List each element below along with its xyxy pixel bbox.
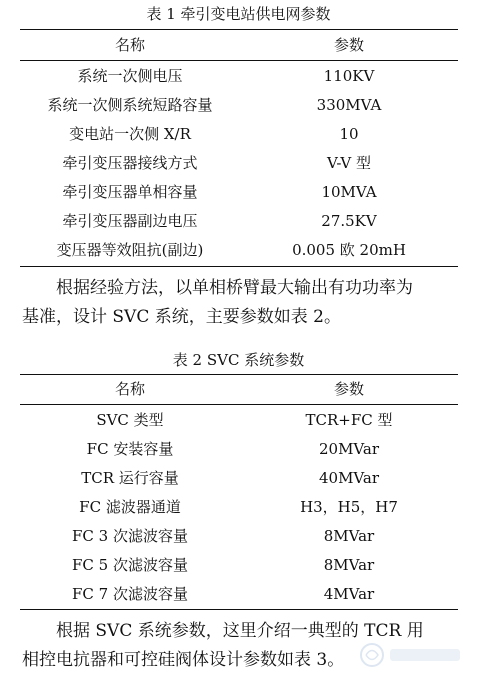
table2-row-value: 8MVar [323,527,375,545]
table2-row [20,580,458,608]
table1-caption: 表 1 牵引变电站供电网参数 [146,5,331,23]
table2-row [20,406,458,434]
table2-header-value: 参数 [333,380,364,398]
table1-header-row [20,31,458,59]
table1-bottom-rule [20,266,458,267]
table1-row [20,236,458,264]
table1-row [20,91,458,119]
table1-row-name: 牵引变压器接线方式 [62,154,198,172]
table2-row [20,464,458,492]
table2-row [20,522,458,550]
table1-row-name: 系统一次侧电压 [77,67,183,85]
table1-row-name: 变电站一次侧 X/R [69,125,191,143]
paragraph-1-line-1: 根据经验方法，以单相桥臂最大输出有功功率为 [56,278,413,298]
table1-row-name: 牵引变压器单相容量 [62,183,198,201]
paragraph-1 [22,274,462,332]
table2-row-name: FC 安装容量 [86,440,174,458]
table2-row-value: 20MVar [318,440,379,458]
table2-row [20,551,458,579]
table2-header-rule [20,404,458,405]
table2-row-name: FC 滤波器通道 [79,498,181,516]
table2-row [20,493,458,521]
table1-row [20,62,458,90]
table2-header-name: 名称 [114,380,145,398]
table1-row-value: 110KV [323,67,375,85]
paragraph-2-line-2: 相控电抗器和可控硅阀体设计参数如表 3。 [22,650,345,670]
table2-row [20,435,458,463]
table2-row-value: TCR+FC 型 [305,411,393,429]
table1-header-value: 参数 [333,36,364,54]
table1-row-value: 10 [339,125,359,143]
table1-row [20,207,458,235]
table2-row-name: FC 5 次滤波容量 [72,556,188,574]
table1-top-rule [20,29,458,30]
table1-row-value: 10MVA [321,183,377,201]
table2-row-value: 4MVar [323,585,375,603]
table1-row [20,149,458,177]
table2-row-value: 40MVar [318,469,379,487]
table2-row-name: FC 3 次滤波容量 [72,527,188,545]
table1-row-value: 27.5KV [321,212,377,230]
table2-row-name: SVC 类型 [96,411,164,429]
table1-row-name: 牵引变压器副边电压 [62,212,198,230]
table2-header-row [20,375,458,403]
watermark-logo [358,640,468,670]
paragraph-2-line-1: 根据 SVC 系统参数，这里介绍一典型的 TCR 用 [56,621,424,641]
table1-row [20,120,458,148]
paragraph-1-line-2: 基准，设计 SVC 系统，主要参数如表 2。 [22,307,341,327]
table1-row-value: 330MVA [316,96,382,114]
table1-row-value: V-V 型 [326,154,372,172]
table2-row-name: TCR 运行容量 [81,469,179,487]
table1-row-name: 变压器等效阻抗(副边) [56,241,204,259]
table1-row-value: 0.005 欧 20mH [292,241,406,259]
table2-row-value: 8MVar [323,556,375,574]
table2-caption: 表 2 SVC 系统参数 [172,351,305,369]
table2-row-value: H3，H5，H7 [300,498,398,516]
table1-row-name: 系统一次侧系统短路容量 [47,96,213,114]
table2-bottom-rule [20,609,458,610]
table2-row-name: FC 7 次滤波容量 [72,585,188,603]
table1-header-name: 名称 [114,36,145,54]
table1-header-rule [20,60,458,61]
table1-row [20,178,458,206]
